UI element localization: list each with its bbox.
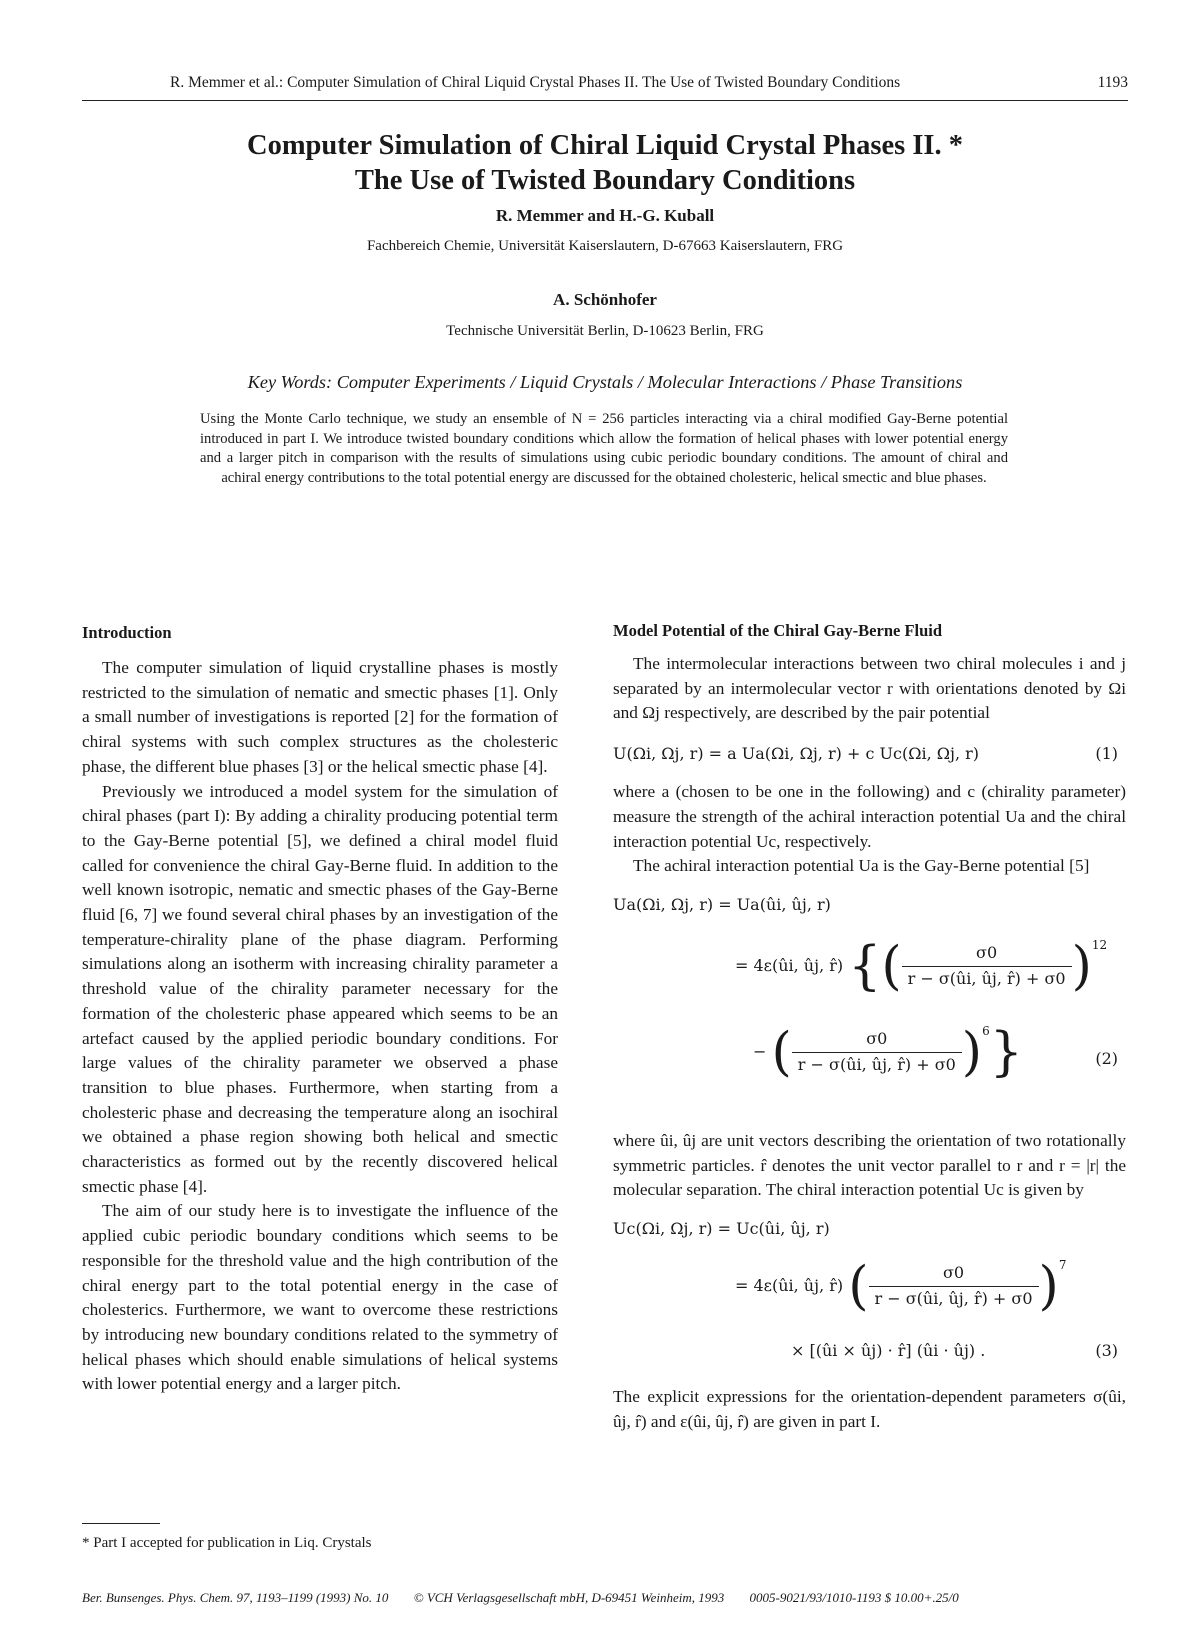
fraction-numerator-3: σ0 [869,1261,1039,1287]
footnote-rule [82,1523,160,1524]
sigma-fraction-3 [869,1261,1039,1311]
publisher-copyright: © VCH Verlagsgesellschaft mbH, D-69451 Weinheim, 1993 [413,1590,725,1605]
open-paren: ( [881,936,902,997]
model-paragraph-4: where ûi, ûj are unit vectors describing the orientation of two rotationally symmetric particles. r̂ denotes the unit vector parallel to r and r = |r| the molecular separation. The chiral interaction potential Uc is given by [613,1130,1126,1200]
model-paragraph-5: The explicit expressions for the orientation-dependent parameters σ(ûi, ûj, r̂) and ε(ûi, ûj, r̂) are given in part I. [613,1387,1126,1431]
equation-1 [613,742,1126,764]
affiliation-2: Technische Universität Berlin, D-10623 Berlin, FRG [446,323,764,339]
exponent-6: 6 [982,1023,990,1038]
equation-2-line-2 [735,933,1108,997]
equation-3-prefix: = 4ε(ûi, ûj, r̂) [735,1276,844,1296]
running-head [82,74,1128,100]
model-paragraph-3: The achiral interaction potential Ua is the Gay-Berne potential [5] [633,856,1090,876]
equation-1-body: U(Ωi, Ωj, r) = a Ua(Ωi, Ωj, r) + c Uc(Ωi, Ωj, r) [613,744,980,764]
running-head-text: R. Memmer et al.: Computer Simulation of Chiral Liquid Crystal Phases II. The Use of Twisted Boundary Conditions [170,74,901,91]
intro-paragraph-3: The aim of our study here is to investigate the influence of the applied cubic periodic boundary conditions which seems to be responsible for the threshold value and the high contribution of the chiral energy part to the total potential energy in the case of cholesterics. Furthermore, we want to overcome these restrictions by introducing new boundary conditions related to the symmetry of helical phases which should enable simulations of helical systems with lower potential energy and a larger pitch. [82,1201,558,1394]
authors-1: R. Memmer and H.-G. Kuball [495,206,715,225]
close-paren-3: ) [1038,1256,1059,1317]
minus-sign: − [753,1041,767,1061]
exponent-7: 7 [1058,1258,1067,1273]
sigma-fraction-1 [902,941,1072,991]
paper-title [82,128,1128,198]
footnote: * Part I accepted for publication in Liq. Crystals [82,1535,372,1551]
fraction-denominator-3: r − σ(ûi, ûj, r̂) + σ0 [874,1289,1033,1309]
close-brace: } [989,1022,1023,1083]
sigma-fraction-2 [792,1027,962,1077]
section-heading-introduction: Introduction [82,623,172,642]
equation-3-line-2 [735,1253,1067,1317]
model-paragraph-1: The intermolecular interactions between two chiral molecules i and j separated by an intermolecular vector r with orientations denoted by Ωi and Ωj respectively, are described by the pair potential [613,654,1126,723]
equation-1-number: (1) [1095,744,1118,764]
equation-2 [613,893,1126,1129]
equation-2-line-1: Ua(Ωi, Ωj, r) = Ua(ûi, ûj, r) [613,894,831,914]
page-number: 1193 [1097,74,1128,91]
equation-3-line-1: Uc(Ωi, Ωj, r) = Uc(ûi, ûj, r) [613,1219,830,1239]
journal-citation-line [82,1590,1128,1606]
fraction-numerator-2: σ0 [792,1027,962,1053]
section-heading-model-potential: Model Potential of the Chiral Gay-Berne Fluid [613,621,943,640]
close-paren: ) [1071,936,1092,997]
title-line-1: Computer Simulation of Chiral Liquid Crystal Phases II. * [246,130,964,161]
equation-3-line-3: × [(ûi × ûj) · r̂] (ûi · ûj) . [791,1341,986,1361]
equation-3 [613,1217,1126,1385]
open-paren-2: ( [771,1022,792,1083]
open-brace: { [848,936,882,997]
intro-paragraph-1: The computer simulation of liquid crystalline phases is mostly restricted to the simulation of nematic and smectic phases [1]. Only a small number of investigations is reported [2] for the formation of chiral systems with such complex structures as the cholesteric phase, the different blue phases [3] or the helical smectic phase [4]. [82,658,558,776]
equation-2-number: (2) [1095,1048,1118,1068]
article-code: 0005-9021/93/1010-1193 $ 10.00+.25/0 [749,1590,959,1605]
fraction-denominator-2: r − σ(ûi, ûj, r̂) + σ0 [797,1054,956,1074]
exponent-12: 12 [1091,937,1108,952]
fraction-denominator: r − σ(ûi, ûj, r̂) + σ0 [907,968,1066,988]
authors-2: A. Schönhofer [553,290,657,309]
equation-2-line-3 [753,1019,1023,1083]
model-paragraph-2: where a (chosen to be one in the following) and c (chirality parameter) measure the strength of the achiral interaction potential Ua and the chiral interaction potential Uc, respectively. [613,782,1126,851]
affiliation-1: Fachbereich Chemie, Universität Kaiserslautern, D-67663 Kaiserslautern, FRG [366,238,844,254]
fraction-numerator: σ0 [902,941,1072,967]
right-column [613,622,1126,1434]
left-column [82,622,558,1397]
abstract: Using the Monte Carlo technique, we study an ensemble of N = 256 particles interacting via a chiral modified Gay-Berne potential introduced in part I. We introduce twisted boundary conditions which allow the formation of helical phases with lower potential energy and a larger pitch in comparison with the results of simulations using cubic periodic boundary conditions. The amount of chiral and achiral energy contributions to the total potential energy are discussed for the obtained cholesteric, helical smectic and blue phases. [200,411,1008,487]
equation-3-number: (3) [1095,1341,1118,1361]
close-paren-2: ) [961,1022,983,1083]
journal-reference: Ber. Bunsenges. Phys. Chem. 97, 1193–1199 (1993) No. 10 [82,1590,389,1605]
open-paren-3: ( [848,1256,869,1317]
keywords: Key Words: Computer Experiments / Liquid Crystals / Molecular Interactions / Phase Transitions [247,372,963,392]
header-rule [82,100,1128,101]
equation-2-prefix: = 4ε(ûi, ûj, r̂) [735,955,844,975]
title-line-2: The Use of Twisted Boundary Conditions [354,165,856,196]
intro-paragraph-2: Previously we introduced a model system for the simulation of chiral phases (part I): By adding a chirality producing potential term to the Gay-Berne potential [5], we defined a chiral model fluid called for convenience the chiral Gay-Berne fluid. In addition to the well known isotropic, nematic and smectic phases of the Gay-Berne fluid [6, 7] we found several chiral phases by an investigation of the temperature-chirality plane of the phase diagram. Performing simulations along an isotherm with increasing chirality parameter a threshold value of the chirality parameter necessary for the formation of the cholesteric phase appeared which seems to be an artefact caused by the applied periodic boundary conditions. For large values of the chirality parameter we observed a phase transition to blue phases. Furthermore, when starting from a cholesteric phase and decreasing the temperature along an isochiral we obtained a phase region showing both helical and smectic characteristics as formed out by the recently discovered helical smectic phase [4]. [82,781,558,1196]
